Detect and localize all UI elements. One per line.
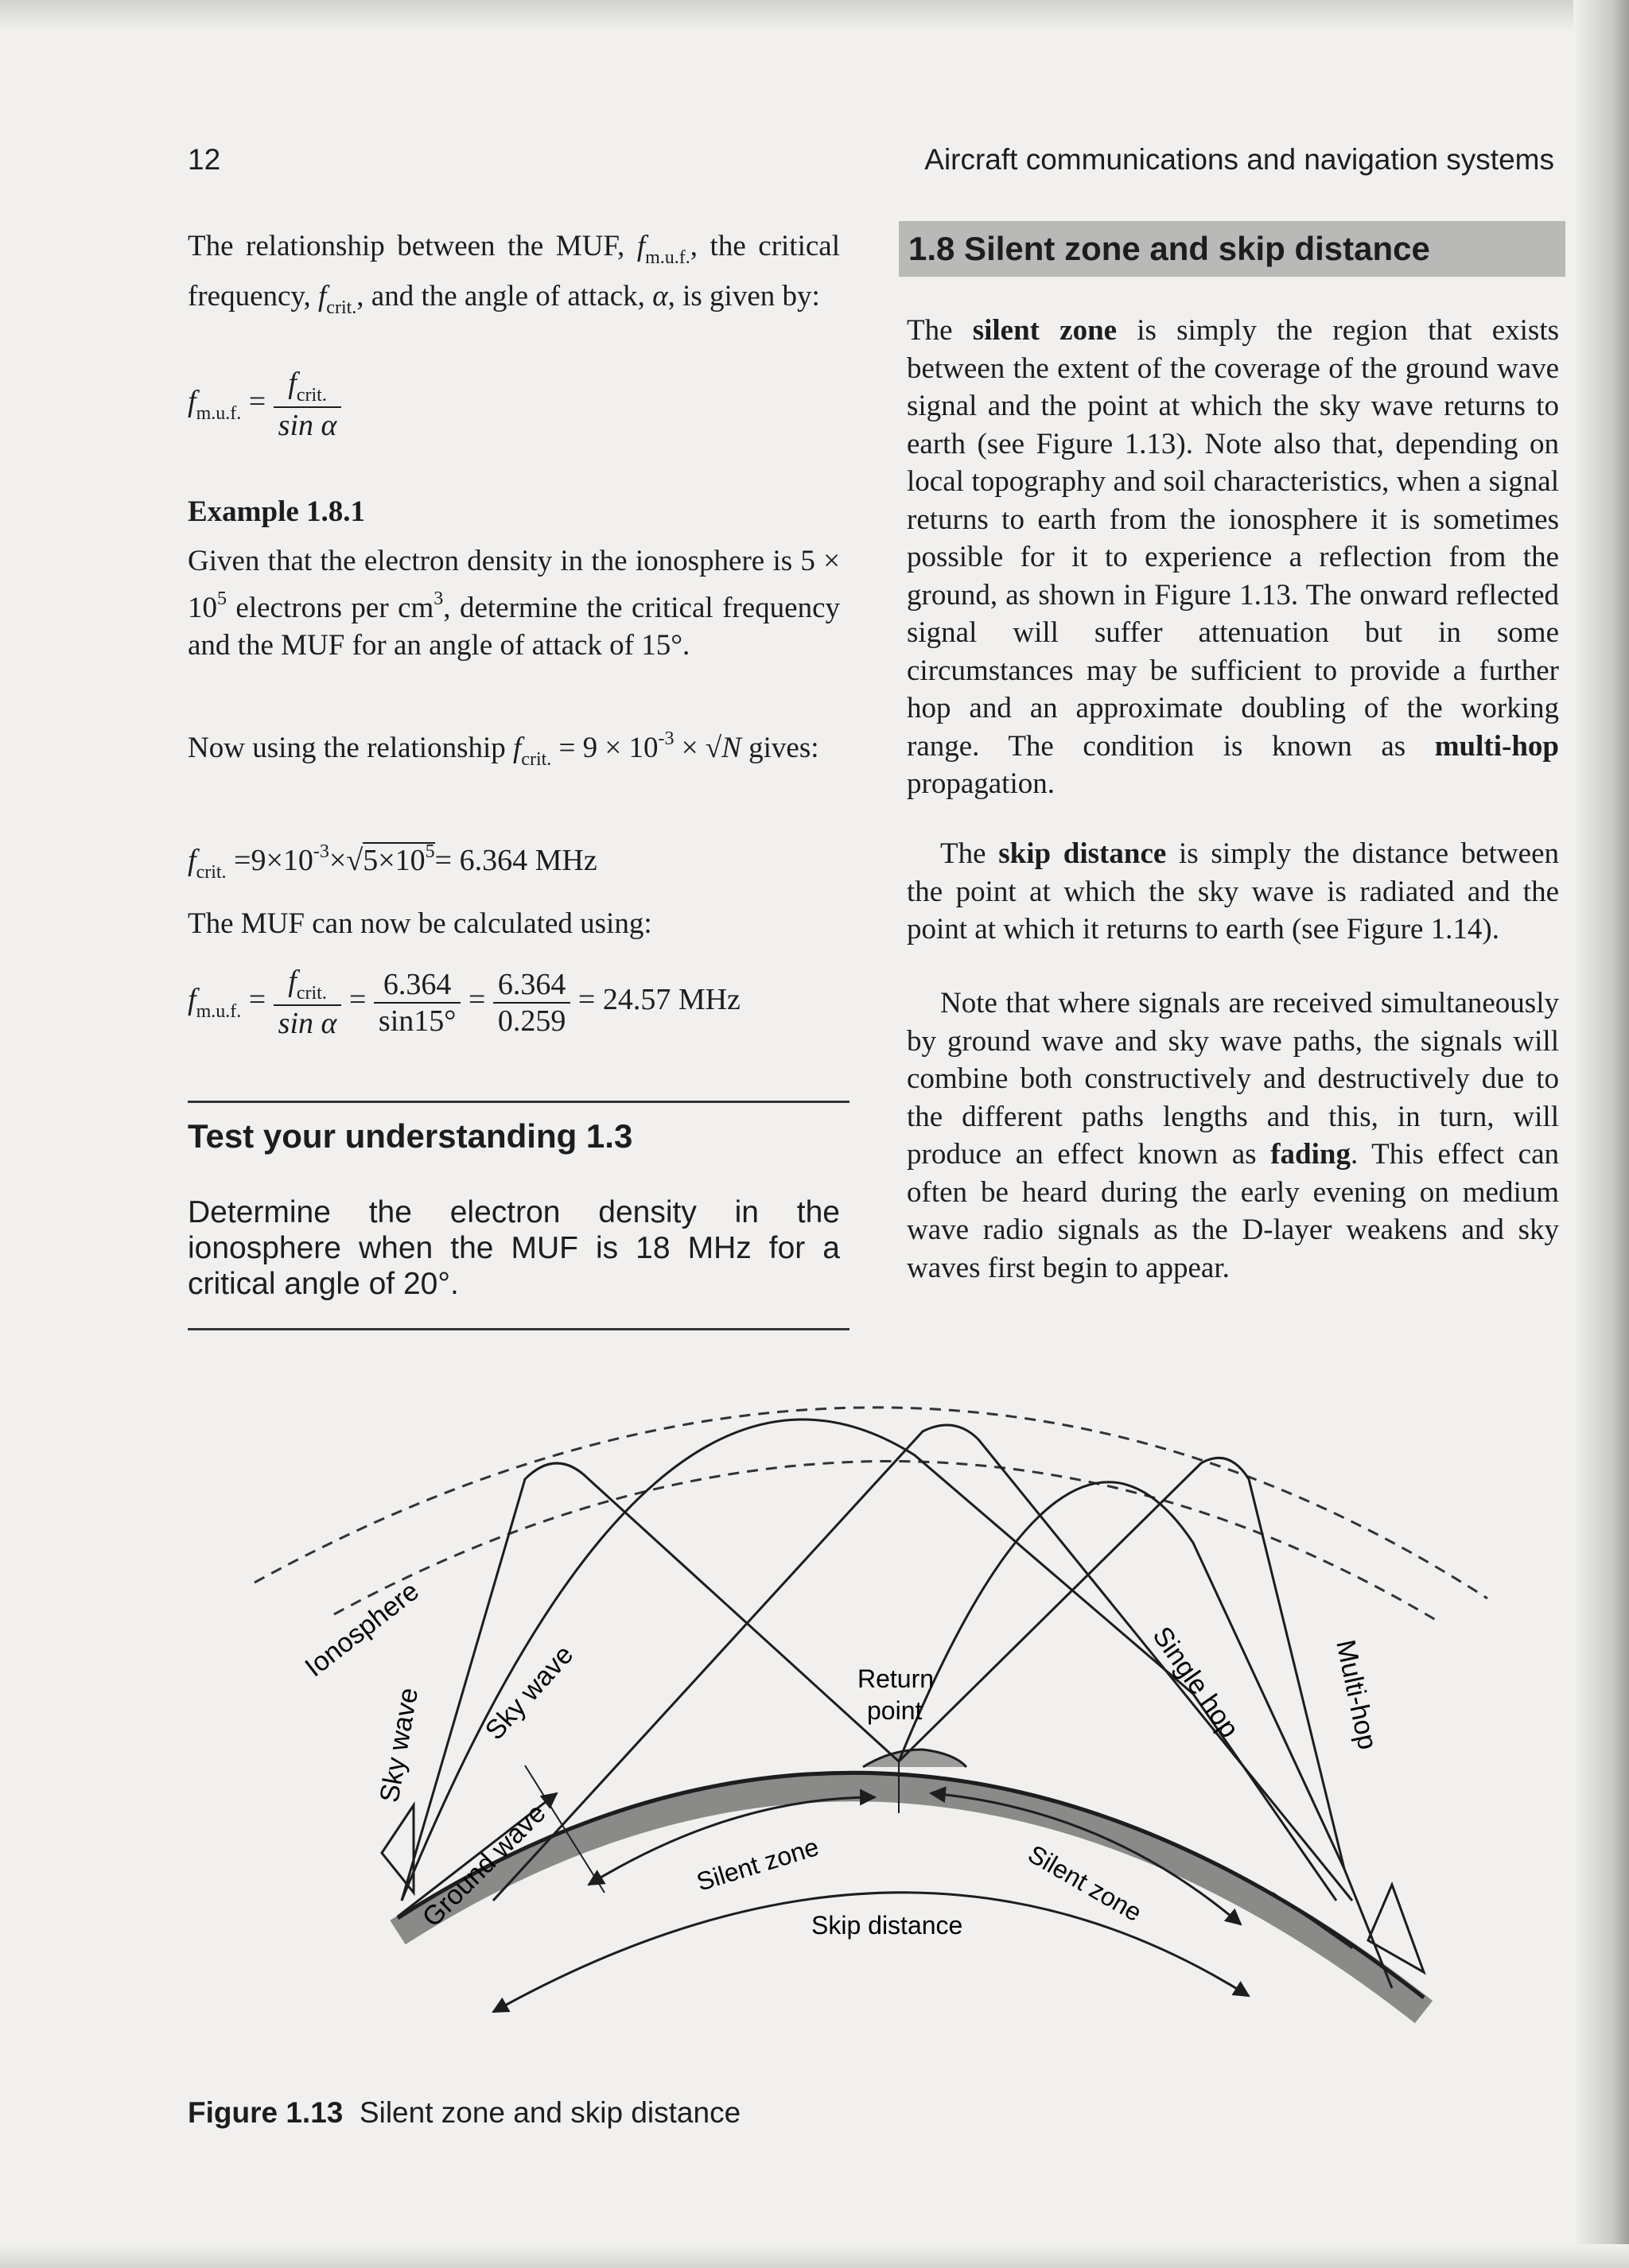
multi-hop-label: Multi-hop bbox=[1330, 1637, 1383, 1753]
ionosphere-label: Ionosphere bbox=[299, 1575, 425, 1684]
example-heading: Example 1.8.1 bbox=[188, 495, 366, 528]
silent-zone-label-left: Silent zone bbox=[693, 1831, 822, 1897]
return-point-bump bbox=[863, 1750, 966, 1767]
ionosphere-arc-inner bbox=[334, 1461, 1440, 1622]
skip-distance-label: Skip distance bbox=[811, 1911, 963, 1940]
return-point-label-line2: point bbox=[867, 1696, 923, 1725]
skip-distance-paragraph: The skip distance is simply the distance between the point at which the sky wave is radiated and the point at which it returns to earth (see Figure 1.14). bbox=[907, 837, 1559, 946]
ionosphere-arc-outer bbox=[255, 1408, 1487, 1598]
silent-zone-paragraph: The silent zone is simply the region that exists between the extent of the coverage of the ground wave signal and the point at which the sky wave returns to earth (see Figure 1.13). Note also that, depending on local topography and soil characteristics, when a signal returns to earth from the ionosphere it is sometimes possible for it to experience a reflection from the ground, as shown in Figure 1.13. The onward reflected signal will suffer attenuation but in some circumstances may be sufficient to provide a further hop and an approximate doubling of the working range. The condition is known as multi-hop propagation. bbox=[907, 314, 1560, 800]
sky-wave-label-center: Sky wave bbox=[479, 1639, 580, 1746]
muf-calc-text: The MUF can now be calculated using: bbox=[188, 907, 652, 940]
page-number: 12 bbox=[188, 143, 221, 176]
return-point-label-line1: Return bbox=[857, 1664, 935, 1693]
figure-caption: Figure 1.13 Silent zone and skip distance bbox=[188, 2096, 741, 2129]
sky-wave-path bbox=[402, 1463, 899, 1901]
formula-critical-frequency: $f_{crit.} =9\times 10^{-3}\times√5\times 10^5= 6.364$ MHz bbox=[188, 841, 597, 883]
earth-surface-band bbox=[398, 1787, 1424, 2012]
section-heading: 1.8 Silent zone and skip distance bbox=[899, 221, 1565, 277]
formula-muf: $f_{m.u.f.}$ = $\frac{f_{crit.}}{\text{sin α}}$ bbox=[188, 366, 341, 443]
fading-paragraph: Note that where signals are received simultaneously by ground wave and sky wave paths, the signals will combine both constructively and destructively due to the different paths lengths and this, in turn, will produce an effect known as fading. This effect can often be heard during the early evening on medium wave radio signals as the D-layer weakens and sky waves first begin to appear. bbox=[907, 987, 1559, 1284]
ground-wave-label: Ground wave bbox=[416, 1797, 552, 1933]
test-heading: Test your understanding 1.3 bbox=[188, 1117, 633, 1155]
intro-paragraph: The relationship between the MUF, $f_{m.u.f.}$, the critical frequency, $f_{crit.}$, and the angle of attack, α, is given by: bbox=[188, 230, 840, 318]
silent-zone-label-right: Silent zone bbox=[1023, 1839, 1147, 1928]
formula-muf-calculation: $f_{m.u.f.}$ = $\frac{f_{crit.}}{\text{sin α}}$ = $\frac{6.364}{\sin 15^\circ}$ = $\frac{6.364}{0.259}$ = 24.57 MHz bbox=[188, 965, 741, 1040]
running-title: Aircraft communications and navigation systems bbox=[924, 143, 1554, 176]
single-hop-label: Single hop bbox=[1146, 1621, 1245, 1744]
test-question: Determine the electron density in the ionosphere when the MUF is 18 MHz for a critical angle of 20°. bbox=[188, 1195, 840, 1301]
relationship-text: Now using the relationship $f_{crit.} = 9 \times 10^{-3} \times √N$ gives: bbox=[188, 728, 819, 770]
sky-wave-label-left: Sky wave bbox=[374, 1685, 425, 1805]
example-text: Given that the electron density in the ionosphere is $5 \times 10^5$ electrons per $cm^3$, determine the critical frequency and the MUF for an angle of attack of 15°. bbox=[188, 545, 840, 662]
multi-hop-path bbox=[899, 1482, 1392, 1988]
